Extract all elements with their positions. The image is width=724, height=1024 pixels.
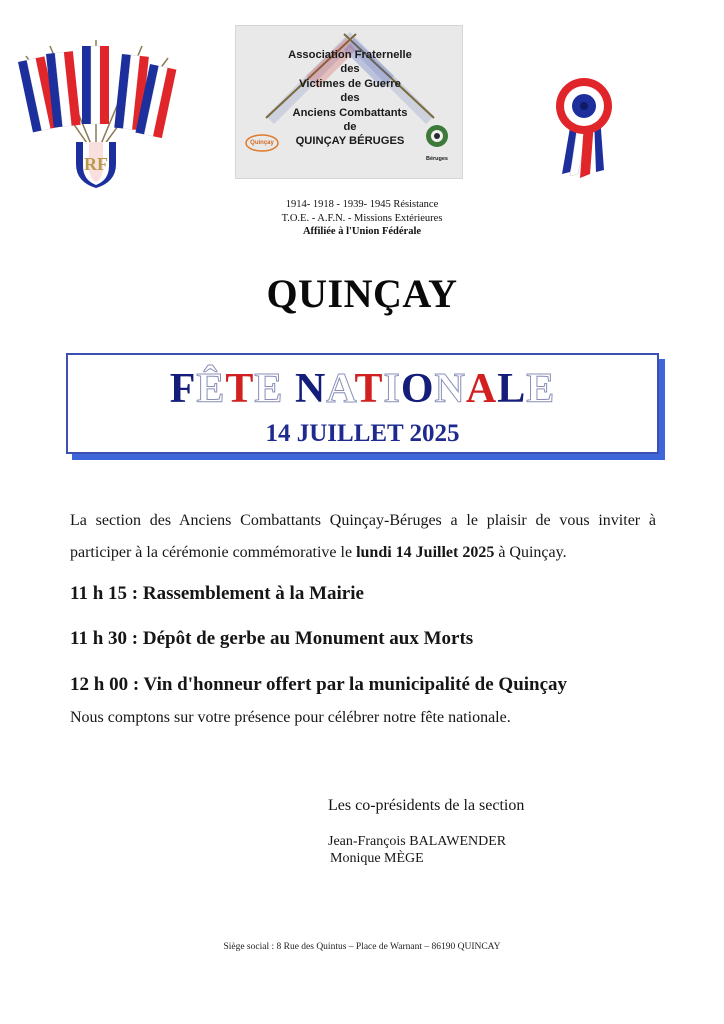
signatory-name: Monique MÈGE xyxy=(330,851,424,866)
association-details xyxy=(200,198,524,239)
title-space xyxy=(283,366,295,412)
intro-date: lundi 14 Juillet 2025 xyxy=(356,544,495,561)
svg-text:RF: RF xyxy=(84,154,108,174)
schedule-item: 11 h 15 : Rassemblement à la Mairie xyxy=(70,583,364,604)
assoc-line-periods: 1914- 1918 - 1939- 1945 Résistance xyxy=(285,199,439,210)
title-letter: T xyxy=(354,366,384,412)
assoc-line-missions: T.O.E. - A.F.N. - Missions Extérieures xyxy=(281,212,443,224)
beruges-badge-label: Béruges xyxy=(425,156,448,162)
french-flags-illustration xyxy=(10,38,182,188)
logo-line: Anciens Combattants xyxy=(292,106,408,119)
closing-text: Nous comptons sur votre présence pour célébrer notre fête nationale. xyxy=(70,709,511,726)
event-title-box xyxy=(66,353,659,454)
cockade-icon xyxy=(548,76,620,180)
logo-line: QUINÇAY BÉRUGES xyxy=(295,135,405,148)
logo-line: de xyxy=(343,121,357,134)
title-letter: I xyxy=(383,366,401,412)
title-letter: Ê xyxy=(196,366,226,412)
beruges-badge xyxy=(420,122,454,162)
title-letter: N xyxy=(294,366,327,412)
intro-text: La section des Anciens Combattants Quinçay-Béruges a le plaisir de vous inviter à participer à la cérémonie commémorative le xyxy=(70,512,656,561)
signature-title: Les co-présidents de la section xyxy=(328,797,525,814)
schedule-item: 12 h 00 : Vin d'honneur offert par la municipalité de Quinçay xyxy=(70,674,568,695)
signatory-name: Jean-François BALAWENDER xyxy=(328,834,507,849)
schedule-item: 11 h 30 : Dépôt de gerbe au Monument aux Morts xyxy=(70,628,474,649)
title-letter: O xyxy=(400,366,435,412)
page-title: QUINÇAY xyxy=(266,271,458,316)
association-logo xyxy=(235,25,463,179)
title-letter: N xyxy=(434,366,466,412)
intro-paragraph xyxy=(70,505,656,569)
title-letter: E xyxy=(254,366,284,412)
title-letter: L xyxy=(497,366,527,412)
event-title xyxy=(68,365,657,413)
title-letter: A xyxy=(326,366,355,412)
title-letter: F xyxy=(169,366,197,412)
quincay-badge xyxy=(244,132,280,154)
title-letter: E xyxy=(526,366,556,412)
title-letter: T xyxy=(225,366,255,412)
logo-line: Association Fraternelle xyxy=(288,49,412,61)
logo-line: des xyxy=(340,92,360,105)
title-letter: A xyxy=(465,366,498,412)
logo-line: Victimes de Guerre xyxy=(299,77,401,90)
quincay-badge-label: Quinçay xyxy=(250,140,274,146)
assoc-line-affiliation: Affiliée à l'Union Fédérale xyxy=(302,226,422,237)
logo-text xyxy=(276,48,424,149)
intro-text-end: à Quinçay. xyxy=(494,544,567,561)
logo-line: des xyxy=(340,63,360,76)
event-date: 14 JUILLET 2025 xyxy=(265,420,460,447)
footer-address: Siège social : 8 Rue des Quintus – Place de Warnant – 86190 QUINCAY xyxy=(223,942,501,952)
